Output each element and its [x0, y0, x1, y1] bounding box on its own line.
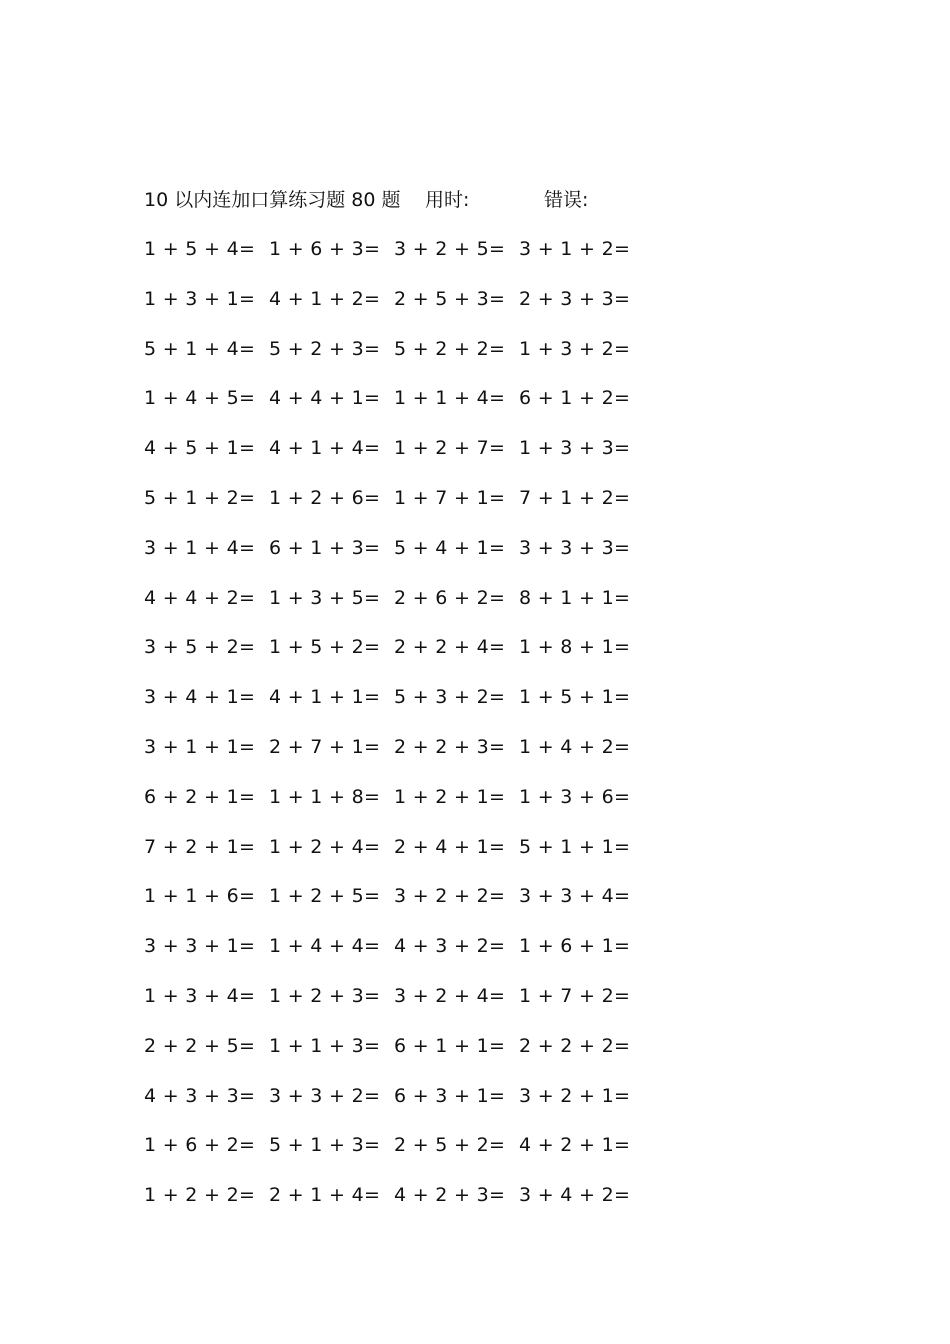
- arithmetic-problem: 1 + 1 + 3=: [269, 1034, 381, 1057]
- arithmetic-problem: 1 + 5 + 2=: [269, 636, 381, 659]
- arithmetic-problem: 4 + 4 + 2=: [144, 586, 256, 609]
- arithmetic-problem: 5 + 1 + 2=: [144, 486, 256, 509]
- arithmetic-problem: 2 + 2 + 2=: [519, 1034, 631, 1057]
- time-used-label: 用时:: [425, 189, 470, 211]
- arithmetic-problem: 3 + 4 + 2=: [519, 1184, 631, 1207]
- arithmetic-problem: 3 + 1 + 1=: [144, 735, 256, 758]
- arithmetic-problem: 1 + 2 + 7=: [394, 437, 506, 460]
- arithmetic-problem: 1 + 2 + 1=: [394, 785, 506, 808]
- arithmetic-problem: 6 + 1 + 3=: [269, 536, 381, 559]
- arithmetic-problem: 2 + 1 + 4=: [269, 1184, 381, 1207]
- arithmetic-problem: 2 + 5 + 2=: [394, 1134, 506, 1157]
- arithmetic-problem: 2 + 3 + 3=: [519, 287, 631, 310]
- arithmetic-problem: 4 + 1 + 2=: [269, 287, 381, 310]
- arithmetic-problem: 3 + 2 + 4=: [394, 984, 506, 1007]
- arithmetic-problem: 1 + 7 + 2=: [519, 984, 631, 1007]
- arithmetic-problem: 1 + 8 + 1=: [519, 636, 631, 659]
- arithmetic-problem: 1 + 6 + 3=: [269, 238, 381, 260]
- arithmetic-problem: 2 + 2 + 5=: [144, 1034, 256, 1057]
- arithmetic-problem: 5 + 4 + 1=: [394, 536, 506, 559]
- arithmetic-problem: 1 + 2 + 2=: [144, 1184, 256, 1207]
- arithmetic-problem: 2 + 6 + 2=: [394, 586, 506, 609]
- arithmetic-problem: 2 + 2 + 4=: [394, 636, 506, 659]
- arithmetic-problem: 4 + 3 + 2=: [394, 935, 506, 958]
- arithmetic-problem: 2 + 5 + 3=: [394, 287, 506, 310]
- arithmetic-problem: 3 + 2 + 5=: [394, 238, 506, 260]
- arithmetic-problem: 1 + 3 + 6=: [519, 785, 631, 808]
- arithmetic-problem: 1 + 3 + 5=: [269, 586, 381, 609]
- arithmetic-problem: 3 + 3 + 1=: [144, 935, 256, 958]
- arithmetic-problem: 1 + 6 + 1=: [519, 935, 631, 958]
- arithmetic-problem: 8 + 1 + 1=: [519, 586, 631, 609]
- arithmetic-problem: 3 + 1 + 2=: [519, 238, 631, 260]
- arithmetic-problem: 6 + 3 + 1=: [394, 1084, 506, 1107]
- arithmetic-problem: 3 + 3 + 2=: [269, 1084, 381, 1107]
- arithmetic-problem: 5 + 2 + 3=: [269, 337, 381, 360]
- arithmetic-problem: 1 + 5 + 1=: [519, 686, 631, 709]
- arithmetic-problem: 1 + 1 + 6=: [144, 885, 256, 908]
- arithmetic-problem: 6 + 1 + 1=: [394, 1034, 506, 1057]
- arithmetic-problem: 5 + 1 + 4=: [144, 337, 256, 360]
- arithmetic-problem: 1 + 3 + 3=: [519, 437, 631, 460]
- arithmetic-problem: 3 + 3 + 4=: [519, 885, 631, 908]
- arithmetic-problem: 5 + 1 + 1=: [519, 835, 631, 858]
- arithmetic-problem: 1 + 6 + 2=: [144, 1134, 256, 1157]
- arithmetic-problem: 5 + 2 + 2=: [394, 337, 506, 360]
- arithmetic-problem: 3 + 3 + 3=: [519, 536, 631, 559]
- arithmetic-problem: 6 + 2 + 1=: [144, 785, 256, 808]
- arithmetic-problem: 7 + 1 + 2=: [519, 486, 631, 509]
- arithmetic-problem: 4 + 1 + 4=: [269, 437, 381, 460]
- arithmetic-problem: 2 + 2 + 3=: [394, 735, 506, 758]
- arithmetic-problem: 6 + 1 + 2=: [519, 387, 631, 410]
- arithmetic-problem: 4 + 4 + 1=: [269, 387, 381, 410]
- problem-grid: [144, 236, 664, 1232]
- arithmetic-problem: 1 + 3 + 1=: [144, 287, 256, 310]
- arithmetic-problem: 4 + 2 + 3=: [394, 1184, 506, 1207]
- arithmetic-problem: 5 + 1 + 3=: [269, 1134, 381, 1157]
- arithmetic-problem: 2 + 7 + 1=: [269, 735, 381, 758]
- arithmetic-problem: 3 + 1 + 4=: [144, 536, 256, 559]
- arithmetic-problem: 1 + 2 + 3=: [269, 984, 381, 1007]
- arithmetic-problem: 5 + 3 + 2=: [394, 686, 506, 709]
- arithmetic-problem: 1 + 4 + 4=: [269, 935, 381, 958]
- arithmetic-problem: 4 + 1 + 1=: [269, 686, 381, 709]
- arithmetic-problem: 3 + 2 + 1=: [519, 1084, 631, 1107]
- arithmetic-problem: 1 + 4 + 2=: [519, 735, 631, 758]
- arithmetic-problem: 4 + 3 + 3=: [144, 1084, 256, 1107]
- arithmetic-problem: 3 + 5 + 2=: [144, 636, 256, 659]
- arithmetic-problem: 7 + 2 + 1=: [144, 835, 256, 858]
- arithmetic-problem: 1 + 7 + 1=: [394, 486, 506, 509]
- arithmetic-problem: 3 + 4 + 1=: [144, 686, 256, 709]
- worksheet-title: 10 以内连加口算练习题 80 题: [144, 189, 401, 211]
- arithmetic-problem: 1 + 5 + 4=: [144, 238, 256, 260]
- errors-label: 错误:: [544, 189, 589, 211]
- arithmetic-problem: 4 + 5 + 1=: [144, 437, 256, 460]
- arithmetic-problem: 1 + 2 + 6=: [269, 486, 381, 509]
- arithmetic-problem: 3 + 2 + 2=: [394, 885, 506, 908]
- arithmetic-problem: 1 + 3 + 4=: [144, 984, 256, 1007]
- arithmetic-problem: 1 + 3 + 2=: [519, 337, 631, 360]
- arithmetic-problem: 4 + 2 + 1=: [519, 1134, 631, 1157]
- arithmetic-problem: 1 + 2 + 4=: [269, 835, 381, 858]
- arithmetic-problem: 1 + 2 + 5=: [269, 885, 381, 908]
- arithmetic-problem: 1 + 4 + 5=: [144, 387, 256, 410]
- arithmetic-problem: 1 + 1 + 4=: [394, 387, 506, 410]
- arithmetic-problem: 1 + 1 + 8=: [269, 785, 381, 808]
- arithmetic-problem: 2 + 4 + 1=: [394, 835, 506, 858]
